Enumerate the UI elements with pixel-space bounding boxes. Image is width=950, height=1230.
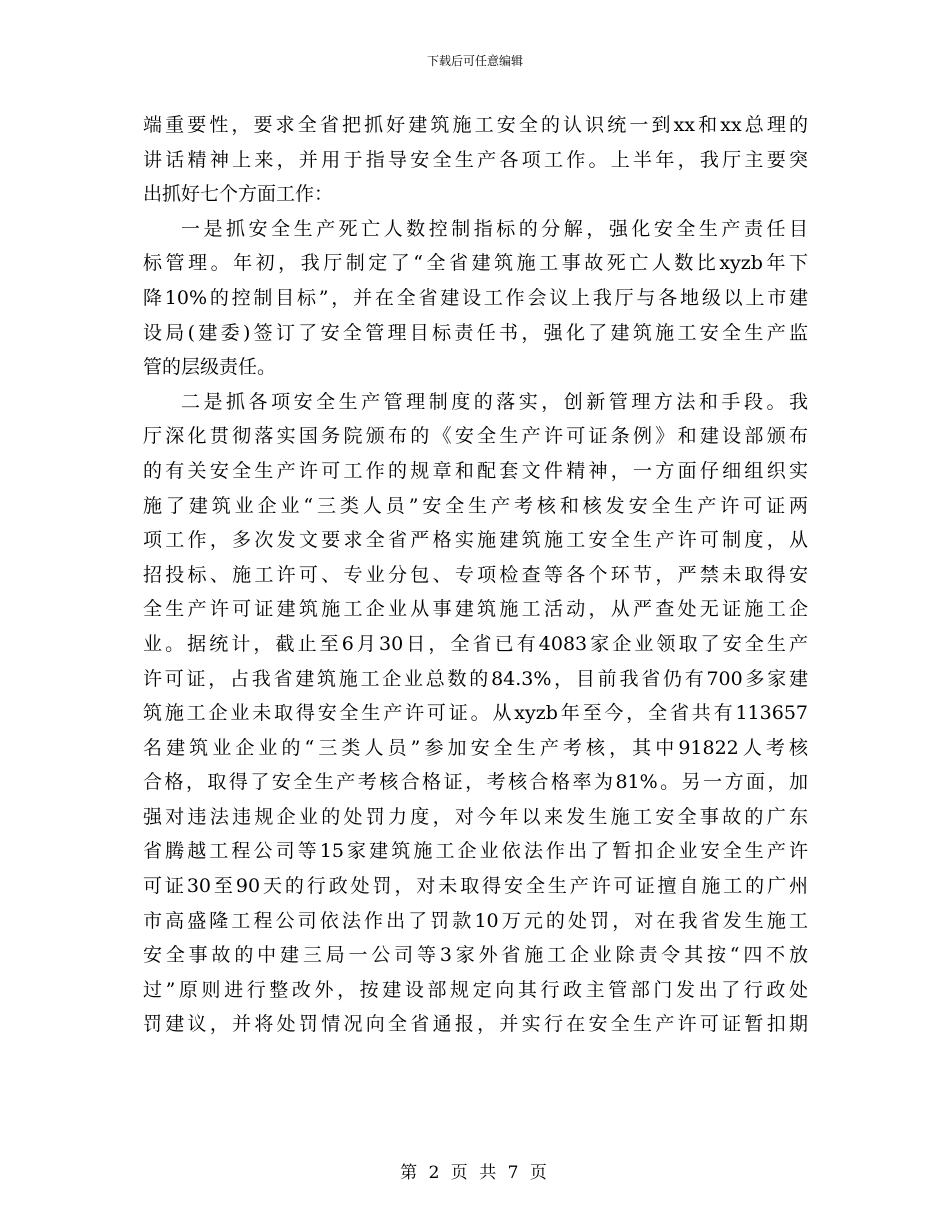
text-line: 二是抓各项安全生产管理制度的落实，创新管理方法和手段。我 — [181, 390, 808, 413]
text-line: 出抓好七个方面工作： — [143, 183, 334, 206]
page-number: 第 2 页 共 7 页 — [400, 1163, 550, 1183]
text-line: 可证30至90天的行政处罚，对未取得安全生产许可证擅自施工的广州 — [143, 875, 808, 898]
text-line: 标管理。年初，我厅制定了“全省建筑施工事故死亡人数比xyzb年下 — [143, 252, 808, 275]
text-line: 管的层级责任。 — [143, 356, 277, 379]
text-line: 讲话精神上来，并用于指导安全生产各项工作。上半年，我厅主要突 — [143, 148, 808, 171]
text-line: 安全事故的中建三局一公司等3家外省施工企业除责令其按“四不放 — [143, 944, 808, 967]
text-line: 项工作，多次发文要求全省严格实施建筑施工安全生产许可制度，从 — [143, 529, 808, 552]
text-line: 的有关安全生产许可工作的规章和配套文件精神，一方面仔细组织实 — [143, 459, 808, 482]
text-line: 业。据统计，截止至6月30日，全省已有4083家企业领取了安全生产 — [143, 632, 808, 655]
text-line: 名建筑业企业的“三类人员”参加安全生产考核，其中91822人考核 — [143, 736, 808, 759]
text-line: 过”原则进行整改外，按建设部规定向其行政主管部门发出了行政处 — [143, 978, 808, 1001]
text-line: 一是抓安全生产死亡人数控制指标的分解，强化安全生产责任目 — [181, 217, 808, 240]
text-line: 强对违法违规企业的处罚力度，对今年以来发生施工安全事故的广东 — [143, 805, 808, 828]
text-line: 设局(建委)签订了安全管理目标责任书，强化了建筑施工安全生产监 — [143, 321, 808, 344]
text-line: 省腾越工程公司等15家建筑施工企业依法作出了暂扣企业安全生产许 — [143, 840, 808, 863]
text-line: 端重要性，要求全省把抓好建筑施工安全的认识统一到xx和xx总理的 — [143, 114, 808, 136]
text-line: 许可证，占我省建筑施工企业总数的84.3%，目前我省仍有700多家建 — [143, 667, 808, 690]
text-line: 降10%的控制目标”，并在全省建设工作会议上我厅与各地级以上市建 — [143, 286, 808, 309]
page-header-note: 下载后可任意编辑 — [426, 54, 523, 68]
text-line: 筑施工企业未取得安全生产许可证。从xyzb年至今，全省共有113657 — [143, 702, 808, 725]
text-line: 招投标、施工许可、专业分包、专项检查等各个环节，严禁未取得安 — [143, 563, 808, 586]
document-body — [143, 108, 808, 1042]
text-line: 厅深化贯彻落实国务院颁布的《安全生产许可证条例》和建设部颁布 — [143, 425, 808, 448]
text-line: 罚建议，并将处罚情况向全省通报，并实行在安全生产许可证暂扣期 — [143, 1013, 808, 1036]
text-line: 合格，取得了安全生产考核合格证，考核合格率为81%。另一方面，加 — [143, 771, 808, 794]
text-line: 全生产许可证建筑施工企业从事建筑施工活动，从严查处无证施工企 — [143, 598, 808, 621]
text-line: 施了建筑业企业“三类人员”安全生产考核和核发安全生产许可证两 — [143, 494, 808, 517]
text-line: 市高盛隆工程公司依法作出了罚款10万元的处罚，对在我省发生施工 — [143, 909, 808, 932]
